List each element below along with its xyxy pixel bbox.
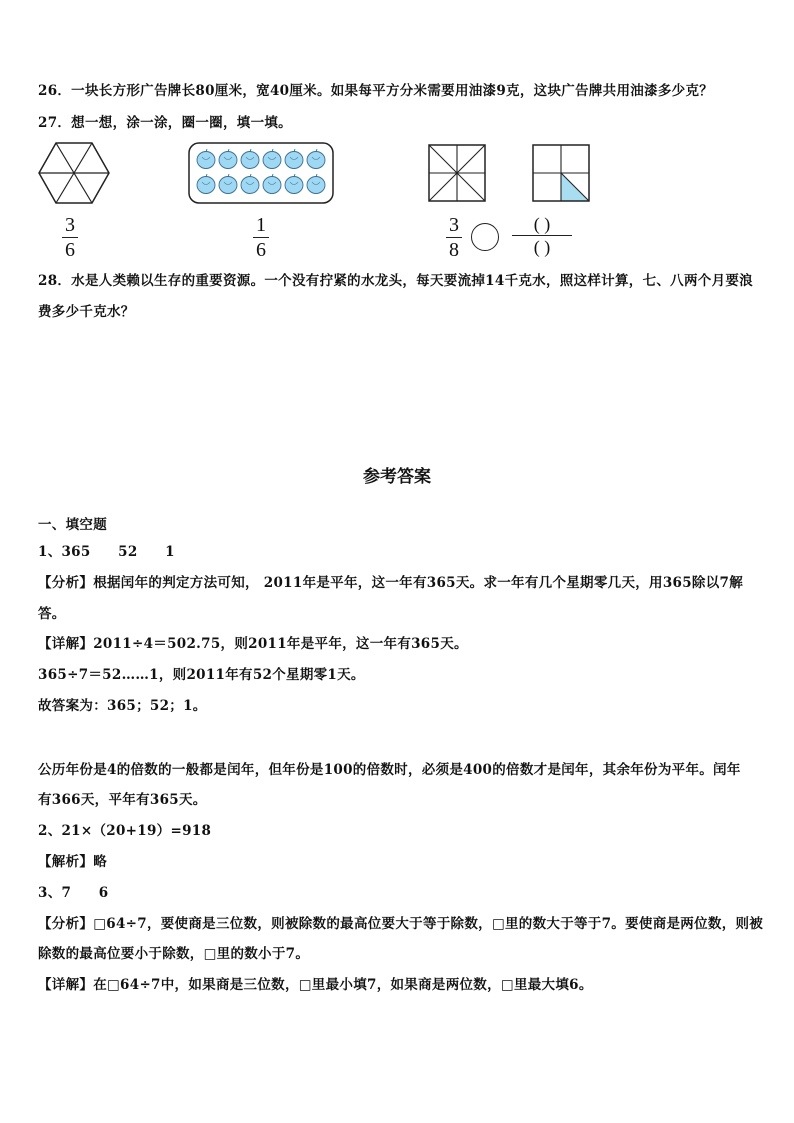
- numerator: 3: [65, 214, 75, 236]
- blank-fraction[interactable]: [512, 214, 572, 257]
- numerator: 1: [256, 214, 266, 236]
- answer-1-final: 故答案为：365；52；1。: [38, 698, 207, 714]
- question-28-line1: 28．水是人类赖以生存的重要资源。一个没有拧紧的水龙头，每天要流掉14千克水，照这样计算，七、八两个月要浪: [38, 273, 753, 289]
- apple-icon[interactable]: [307, 149, 325, 169]
- square-quarters-figure: [532, 144, 590, 202]
- answer-3-analysis-1: 【分析】□64÷7，要使商是三位数，则被除数的最高位要大于等于除数，□里的数大于等于7。要使商是两位数，则被: [38, 916, 764, 932]
- blank-numerator[interactable]: ( ): [533, 214, 551, 234]
- answer-1: 1、365 52 1: [38, 544, 175, 560]
- apple-icon[interactable]: [219, 149, 237, 169]
- hexagon-figure: [38, 142, 110, 204]
- denominator: 6: [65, 239, 75, 261]
- fraction-three-eighths: [446, 214, 462, 261]
- answer-1-note-2: 有366天，平年有365天。: [38, 792, 207, 808]
- denominator: 8: [449, 239, 459, 261]
- compare-circle[interactable]: [471, 223, 499, 251]
- fraction-bar: [253, 237, 269, 238]
- apple-icon[interactable]: [307, 174, 325, 194]
- apple-icon[interactable]: [285, 149, 303, 169]
- fraction-bar: [446, 237, 462, 238]
- denominator: 6: [256, 239, 266, 261]
- apple-icon[interactable]: [219, 174, 237, 194]
- answer-title: 参考答案: [363, 467, 431, 487]
- question-27: 27．想一想，涂一涂，圈一圈，填一填。: [38, 115, 292, 131]
- apple-box-figure: [188, 142, 334, 204]
- apple-icon[interactable]: [241, 149, 259, 169]
- question-28-line2: 费多少千克水？: [38, 304, 135, 320]
- answer-3: 3、7 6: [38, 885, 109, 901]
- fraction-one-sixth: [253, 214, 269, 261]
- fraction-three-sixths: [62, 214, 78, 261]
- answer-2: 2、21×（20+19）=918: [38, 823, 212, 839]
- fraction-bar: [512, 235, 572, 236]
- apple-icon[interactable]: [197, 174, 215, 194]
- answer-1-analysis-2: 答。: [38, 606, 66, 622]
- numerator: 3: [449, 214, 459, 236]
- answer-2-analysis: 【解析】略: [38, 854, 107, 870]
- answer-3-detail: 【详解】在□64÷7中，如果商是三位数，□里最小填7，如果商是两位数，□里最大填6。: [38, 977, 593, 993]
- answer-1-analysis-1: 【分析】根据闰年的判定方法可知， 2011年是平年，这一年有365天。求一年有几个星期零几天，用365除以7解: [38, 575, 744, 591]
- question-26: 26．一块长方形广告牌长80厘米，宽40厘米。如果每平方分米需要用油漆9克，这块广告牌共用油漆多少克？: [38, 83, 714, 99]
- answer-3-analysis-2: 除数的最高位要小于除数，□里的数小于7。: [38, 946, 310, 962]
- apple-icon[interactable]: [285, 174, 303, 194]
- blank-denominator[interactable]: ( ): [533, 237, 551, 257]
- apple-icon[interactable]: [263, 149, 281, 169]
- apple-icon[interactable]: [241, 174, 259, 194]
- fraction-bar: [62, 237, 78, 238]
- square-eighths-figure: [428, 144, 486, 202]
- section-fill-blank: 一、填空题: [38, 517, 107, 533]
- answer-1-detail-1: 【详解】2011÷4＝502.75，则2011年是平年，这一年有365天。: [38, 636, 468, 652]
- answer-1-note-1: 公历年份是4的倍数的一般都是闰年，但年份是100的倍数时，必须是400的倍数才是闰年，其余年份为平年。闰年: [38, 762, 741, 778]
- apple-icon[interactable]: [263, 174, 281, 194]
- answer-1-detail-2: 365÷7＝52……1，则2011年有52个星期零1天。: [38, 667, 365, 683]
- apple-icon[interactable]: [197, 149, 215, 169]
